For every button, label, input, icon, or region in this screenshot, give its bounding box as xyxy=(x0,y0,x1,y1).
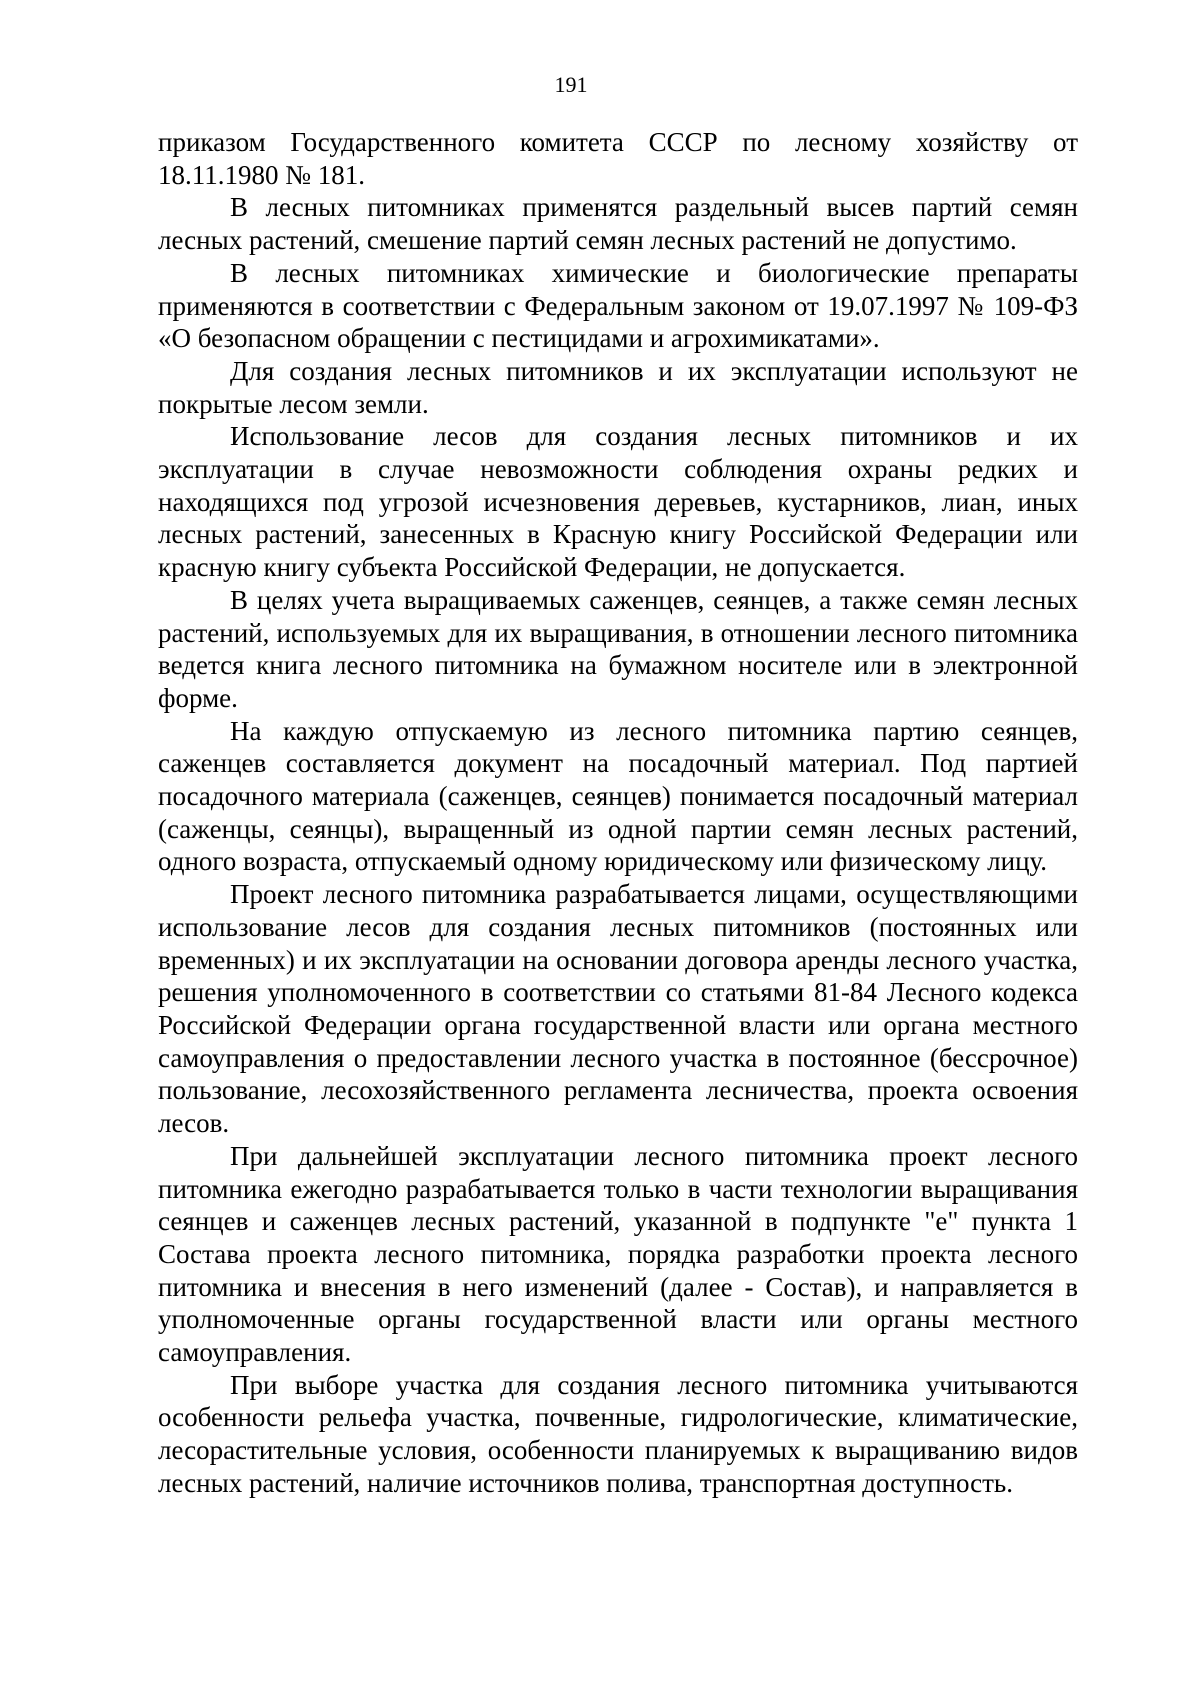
paragraph-continuation: приказом Государственного комитета СССР по лесному хозяйству от 18.11.1980 № 181. xyxy=(158,127,1078,190)
document-body xyxy=(158,126,1078,1500)
page-number: 191 xyxy=(554,72,588,97)
paragraph-site-selection: При выборе участка для создания лесного питомника учитываются особенности рельефа участка, почвенные, гидрологические, климатические, лесорастительные условия, особенности планируемых к выращиванию видов лесных растений, наличие источников полива, транспортная доступность. xyxy=(158,1369,1078,1498)
paragraph-annual-project: При дальнейшей эксплуатации лесного питомника проект лесного питомника ежегодно разрабатывается только в части технологии выращивания сеянцев и саженцев лесных растений, указанной в подпункте "е" пункта 1 Состава проекта лесного питомника, порядка разработки проекта лесного питомника и внесения в него изменений (далее - Состав), и направляется в уполномоченные органы государственной власти или органы местного самоуправления. xyxy=(158,1140,1078,1368)
paragraph-pesticides: В лесных питомниках химические и биологические препараты применяются в соответствии с Федеральным законом от 19.07.1997 № 109-ФЗ «О безопасном обращении с пестицидами и агрохимикатами». xyxy=(158,257,1078,354)
paragraph-seed-lots: В лесных питомниках применятся раздельный высев партий семян лесных растений, смешение партий семян лесных растений не допустимо. xyxy=(158,192,1078,256)
paragraph-planting-material: На каждую отпускаемую из лесного питомника партию сеянцев, саженцев составляется документ на посадочный материал. Под партией посадочного материала (саженцев, сеянцев) понимается посадочный материал (саженцы, сеянцы), выращенный из одной партии семян лесных растений, одного возраста, отпускаемый одному юридическому или физическому лицу. xyxy=(158,715,1078,877)
paragraph-red-book: Использование лесов для создания лесных питомников и их эксплуатации в случае невозможности соблюдения охраны редких и находящихся под угрозой исчезновения деревьев, кустарников, лиан, иных лесных растений, занесенных в Красную книгу Российской Федерации или красную книгу субъекта Российской Федерации, не допускается. xyxy=(158,421,1078,583)
paragraph-nursery-project: Проект лесного питомника разрабатывается лицами, осуществляющими использование лесов для создания лесных питомников (постоянных или временных) и их эксплуатации на основании договора аренды лесного участка, решения уполномоченного в соответствии со статьями 81-84 Лесного кодекса Российской Федерации органа государственной власти или органа местного самоуправления о предоставлении лесного участка в постоянное (бессрочное) пользование, лесохозяйственного регламента лесничества, проекта освоения лесов. xyxy=(158,879,1078,1139)
paragraph-land-use: Для создания лесных питомников и их эксплуатации используют не покрытые лесом земли. xyxy=(158,355,1078,419)
paragraph-nursery-book: В целях учета выращиваемых саженцев, сеянцев, а также семян лесных растений, используемых для их выращивания, в отношении лесного питомника ведется книга лесного питомника на бумажном носителе или в электронной форме. xyxy=(158,584,1078,713)
